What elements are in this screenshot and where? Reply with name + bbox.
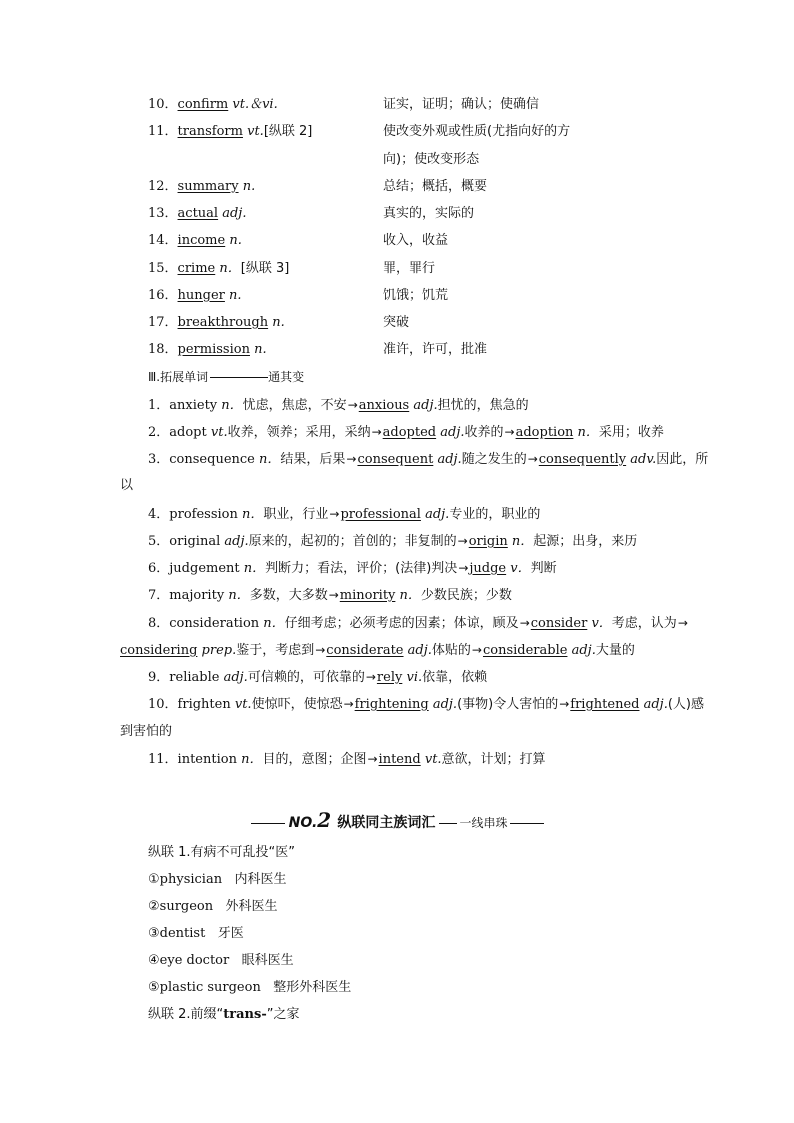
list-item: [148, 924, 244, 944]
item-number: 4．: [148, 507, 170, 522]
chinese-term: 牙医: [217, 926, 244, 941]
arrow-icon: →: [315, 643, 326, 657]
part-of-speech: v．: [591, 616, 612, 631]
item-number: 11．: [148, 124, 178, 139]
part-of-speech: n．: [577, 425, 599, 440]
vocab-item: [148, 122, 312, 142]
item-number: 18．: [148, 342, 178, 357]
vocab-item: [148, 177, 255, 197]
item-number: 5．: [148, 534, 170, 549]
word-meaning: 少数民族；少数: [420, 588, 512, 603]
vocab-meaning: 准许，许可，批准: [383, 342, 488, 357]
list-item: [148, 870, 287, 890]
derived-word: adoption: [515, 425, 574, 440]
group-title-prefix: 纵联 2.前缀“: [148, 1007, 224, 1022]
derived-word: considering: [120, 643, 198, 658]
section-title: Ⅲ.拓展单词: [148, 370, 209, 384]
part-of-speech: vt.: [424, 752, 442, 767]
part-of-speech: n．: [242, 507, 264, 522]
vocab-meaning: 总结；概括，概要: [383, 179, 488, 194]
item-number: 10．: [148, 97, 178, 112]
part-of-speech: vt.: [210, 425, 228, 440]
word-meaning: (人)感: [667, 697, 705, 712]
word-meaning: 结果，后果: [280, 452, 346, 467]
part-of-speech: adj.: [223, 670, 248, 685]
circled-number: ④: [148, 953, 160, 968]
arrow-icon: →: [328, 588, 339, 602]
cross-reference: [纵联 2]: [263, 124, 313, 139]
chinese-term: 内科医生: [234, 872, 287, 887]
vocab-item: [148, 204, 246, 224]
circled-number: ⑤: [148, 980, 160, 995]
word-meaning: 鉴于，考虑到: [236, 643, 315, 658]
derived-word: consequent: [357, 452, 434, 467]
english-term: surgeon: [159, 899, 214, 914]
item-number: 13．: [148, 206, 178, 221]
part-of-speech: n．: [399, 588, 421, 603]
vocab-item: [148, 340, 267, 360]
part-of-speech: n．: [511, 534, 534, 549]
item-number: 15．: [148, 261, 178, 276]
arrow-icon: →: [519, 616, 530, 630]
item-number: 12．: [148, 179, 178, 194]
part-of-speech: vt.: [247, 124, 264, 139]
derived-word: professional: [340, 507, 421, 522]
list-item: [148, 978, 351, 998]
arrow-icon: →: [329, 507, 340, 521]
derived-word: minority: [339, 588, 396, 603]
banner-title: 纵联同主族词汇: [337, 815, 436, 831]
word-meaning: 忧虑，焦虑，不安: [242, 398, 347, 413]
part-of-speech: n.: [254, 342, 267, 357]
part-of-speech: adj.: [413, 398, 438, 413]
item-number: 11．: [148, 752, 178, 767]
part-of-speech: adj.: [571, 643, 596, 658]
word-meaning: 考虑，认为: [611, 616, 677, 631]
expand-item-continued: [120, 640, 635, 660]
base-word: frighten: [177, 697, 231, 712]
expand-item: [148, 585, 512, 605]
expand-item: [148, 422, 664, 442]
part-of-speech: n．: [219, 261, 241, 276]
word-meaning: 职业，行业: [263, 507, 329, 522]
group-title: 纵联 1.有病不可乱投“医”: [148, 845, 296, 860]
base-word: profession: [169, 507, 238, 522]
item-number: 3．: [148, 452, 170, 467]
item-number: 9．: [148, 670, 170, 685]
vocab-meaning: 突破: [383, 315, 410, 330]
list-item: [148, 897, 278, 917]
base-word: original: [169, 534, 221, 549]
word-meaning: 收养的: [464, 425, 504, 440]
expand-item: [148, 395, 529, 415]
vocab-word: income: [177, 233, 226, 248]
part-of-speech: n.: [242, 179, 256, 194]
part-of-speech: n．: [243, 561, 266, 576]
part-of-speech: n．: [259, 452, 281, 467]
part-of-speech: n．: [228, 588, 250, 603]
banner-prefix: NO.: [288, 815, 318, 831]
derived-word: judge: [469, 561, 507, 576]
word-meaning: 意欲，计划；打算: [441, 752, 546, 767]
vocab-meaning: 证实，证明；确认；使确信: [383, 97, 540, 112]
list-item: [148, 951, 294, 971]
circled-number: ②: [148, 899, 160, 914]
vocab-item: [148, 286, 242, 306]
vocab-word: breakthrough: [177, 315, 269, 330]
item-number: 7．: [148, 588, 170, 603]
part-of-speech: adj.: [224, 534, 249, 549]
arrow-icon: →: [367, 752, 378, 766]
word-meaning: 随之发生的: [461, 452, 527, 467]
english-term: eye doctor: [159, 953, 230, 968]
part-of-speech: v．: [510, 561, 531, 576]
vocab-word: confirm: [177, 97, 229, 112]
vocab-item: [148, 313, 285, 333]
item-number: 1．: [148, 398, 170, 413]
part-of-speech: vt.＆vi.: [232, 97, 278, 112]
derived-word: considerate: [326, 643, 404, 658]
line-continuation: 以: [120, 478, 134, 493]
circled-number: ①: [148, 872, 160, 887]
vocab-word: transform: [177, 124, 243, 139]
part-of-speech: adj.: [432, 697, 458, 712]
base-word: judgement: [169, 561, 240, 576]
banner-rule: [251, 823, 285, 824]
arrow-icon: →: [371, 425, 382, 439]
vocab-item: [148, 95, 278, 115]
dash-divider: [210, 377, 268, 378]
expand-item: [148, 449, 708, 469]
vocab-meaning: 罪，罪行: [383, 261, 436, 276]
arrow-icon: →: [559, 697, 570, 711]
group-title-keyword: trans-: [223, 1007, 267, 1022]
part-of-speech: adj.: [222, 206, 247, 221]
banner-rule: [510, 823, 544, 824]
expand-item: [148, 531, 637, 551]
word-meaning: 使惊吓，使惊恐: [251, 697, 343, 712]
expand-item: [148, 694, 704, 714]
derived-word: rely: [376, 670, 403, 685]
expand-item: [148, 667, 487, 687]
circled-number: ③: [148, 926, 160, 941]
word-meaning: 采用；收养: [598, 425, 664, 440]
item-number: 16．: [148, 288, 178, 303]
english-term: physician: [159, 872, 223, 887]
vocab-meaning: 收入，收益: [383, 233, 449, 248]
word-meaning: 大量的: [595, 643, 635, 658]
part-of-speech: adj.: [425, 507, 450, 522]
part-of-speech: n.: [229, 288, 242, 303]
part-of-speech: adj.: [643, 697, 668, 712]
word-meaning: 仔细考虑；必须考虑的因素；体谅，顾及: [284, 616, 519, 631]
expand-item: [148, 749, 546, 769]
arrow-icon: →: [346, 452, 357, 466]
item-number: 17．: [148, 315, 178, 330]
arrow-icon: →: [343, 697, 354, 711]
vocab-item: [148, 259, 289, 279]
base-word: intention: [177, 752, 237, 767]
vocab-word: crime: [177, 261, 216, 276]
part-of-speech: prep.: [201, 643, 237, 658]
derived-word: origin: [468, 534, 508, 549]
group-title-suffix: ”之家: [266, 1007, 300, 1022]
base-word: reliable: [169, 670, 220, 685]
chinese-term: 整形外科医生: [273, 980, 352, 995]
word-meaning: 多数，大多数: [249, 588, 328, 603]
vocab-word: permission: [177, 342, 250, 357]
part-of-speech: vi.: [406, 670, 423, 685]
english-term: plastic surgeon: [159, 980, 261, 995]
section-heading: [148, 367, 304, 387]
base-word: consequence: [169, 452, 255, 467]
derived-word: frightening: [354, 697, 429, 712]
base-word: adopt: [169, 425, 207, 440]
english-term: dentist: [159, 926, 206, 941]
section-banner: [0, 808, 794, 832]
part-of-speech: n．: [241, 752, 263, 767]
arrow-icon: →: [457, 534, 468, 548]
part-of-speech: n.: [272, 315, 285, 330]
part-of-speech: n.: [229, 233, 242, 248]
vocab-item: [148, 231, 242, 251]
word-meaning: 目的，意图；企图: [262, 752, 367, 767]
word-meaning: (事物)令人害怕的: [457, 697, 559, 712]
word-meaning: 因此，所: [656, 452, 709, 467]
word-meaning: 起源；出身，来历: [533, 534, 638, 549]
item-number: 8．: [148, 616, 170, 631]
arrow-icon: →: [504, 425, 515, 439]
derived-word: anxious: [358, 398, 410, 413]
base-word: consideration: [169, 616, 260, 631]
derived-word: adopted: [382, 425, 437, 440]
derived-word: intend: [378, 752, 421, 767]
section-title-tail: 通其变: [268, 370, 305, 384]
derived-word: consequently: [538, 452, 627, 467]
vocab-word: hunger: [177, 288, 225, 303]
line-continuation: 到害怕的: [120, 724, 173, 739]
arrow-icon: →: [365, 670, 376, 684]
derived-word: considerable: [482, 643, 568, 658]
word-meaning: 判断力；看法，评价；(法律)判决: [265, 561, 458, 576]
arrow-icon: →: [677, 616, 688, 630]
arrow-icon: →: [471, 643, 482, 657]
base-word: majority: [169, 588, 225, 603]
word-meaning: 可信赖的，可依靠的: [247, 670, 365, 685]
item-number: 10．: [148, 697, 178, 712]
vocab-word: summary: [177, 179, 239, 194]
vocab-meaning: 使改变外观或性质(尤指向好的方: [383, 124, 571, 139]
part-of-speech: n．: [263, 616, 285, 631]
banner-rule: [439, 823, 457, 824]
cross-reference: [纵联 3]: [240, 261, 290, 276]
vocab-word: actual: [177, 206, 219, 221]
chinese-term: 外科医生: [225, 899, 278, 914]
chinese-term: 眼科医生: [241, 953, 294, 968]
group-title: [148, 1005, 299, 1025]
word-meaning: 原来的，起初的；首创的；非复制的: [248, 534, 457, 549]
word-meaning: 收养，领养；采用，采纳: [227, 425, 371, 440]
banner-number: 2: [317, 808, 332, 832]
arrow-icon: →: [347, 398, 358, 412]
expand-item: [148, 558, 557, 578]
derived-word: consider: [530, 616, 588, 631]
vocab-meaning: 饥饿；饥荒: [383, 288, 449, 303]
word-meaning: 专业的，职业的: [449, 507, 541, 522]
arrow-icon: →: [527, 452, 538, 466]
part-of-speech: n．: [221, 398, 243, 413]
expand-item: [148, 613, 689, 633]
banner-subtitle: 一线串珠: [459, 816, 508, 830]
part-of-speech: adj.: [407, 643, 432, 658]
expand-item: [148, 504, 540, 524]
item-number: 14．: [148, 233, 178, 248]
word-meaning: 担忧的，焦急的: [437, 398, 529, 413]
part-of-speech: adv.: [630, 452, 657, 467]
item-number: 2．: [148, 425, 170, 440]
derived-word: frightened: [570, 697, 640, 712]
part-of-speech: adj.: [440, 425, 465, 440]
part-of-speech: vt.: [234, 697, 252, 712]
word-meaning: 体贴的: [431, 643, 471, 658]
part-of-speech: adj.: [437, 452, 462, 467]
base-word: anxiety: [169, 398, 218, 413]
vocab-meaning: 真实的，实际的: [383, 206, 475, 221]
vocab-meaning-continued: 向)；使改变形态: [383, 152, 480, 167]
word-meaning: 判断: [530, 561, 557, 576]
item-number: 6．: [148, 561, 170, 576]
arrow-icon: →: [458, 561, 469, 575]
word-meaning: 依靠，依赖: [422, 670, 488, 685]
